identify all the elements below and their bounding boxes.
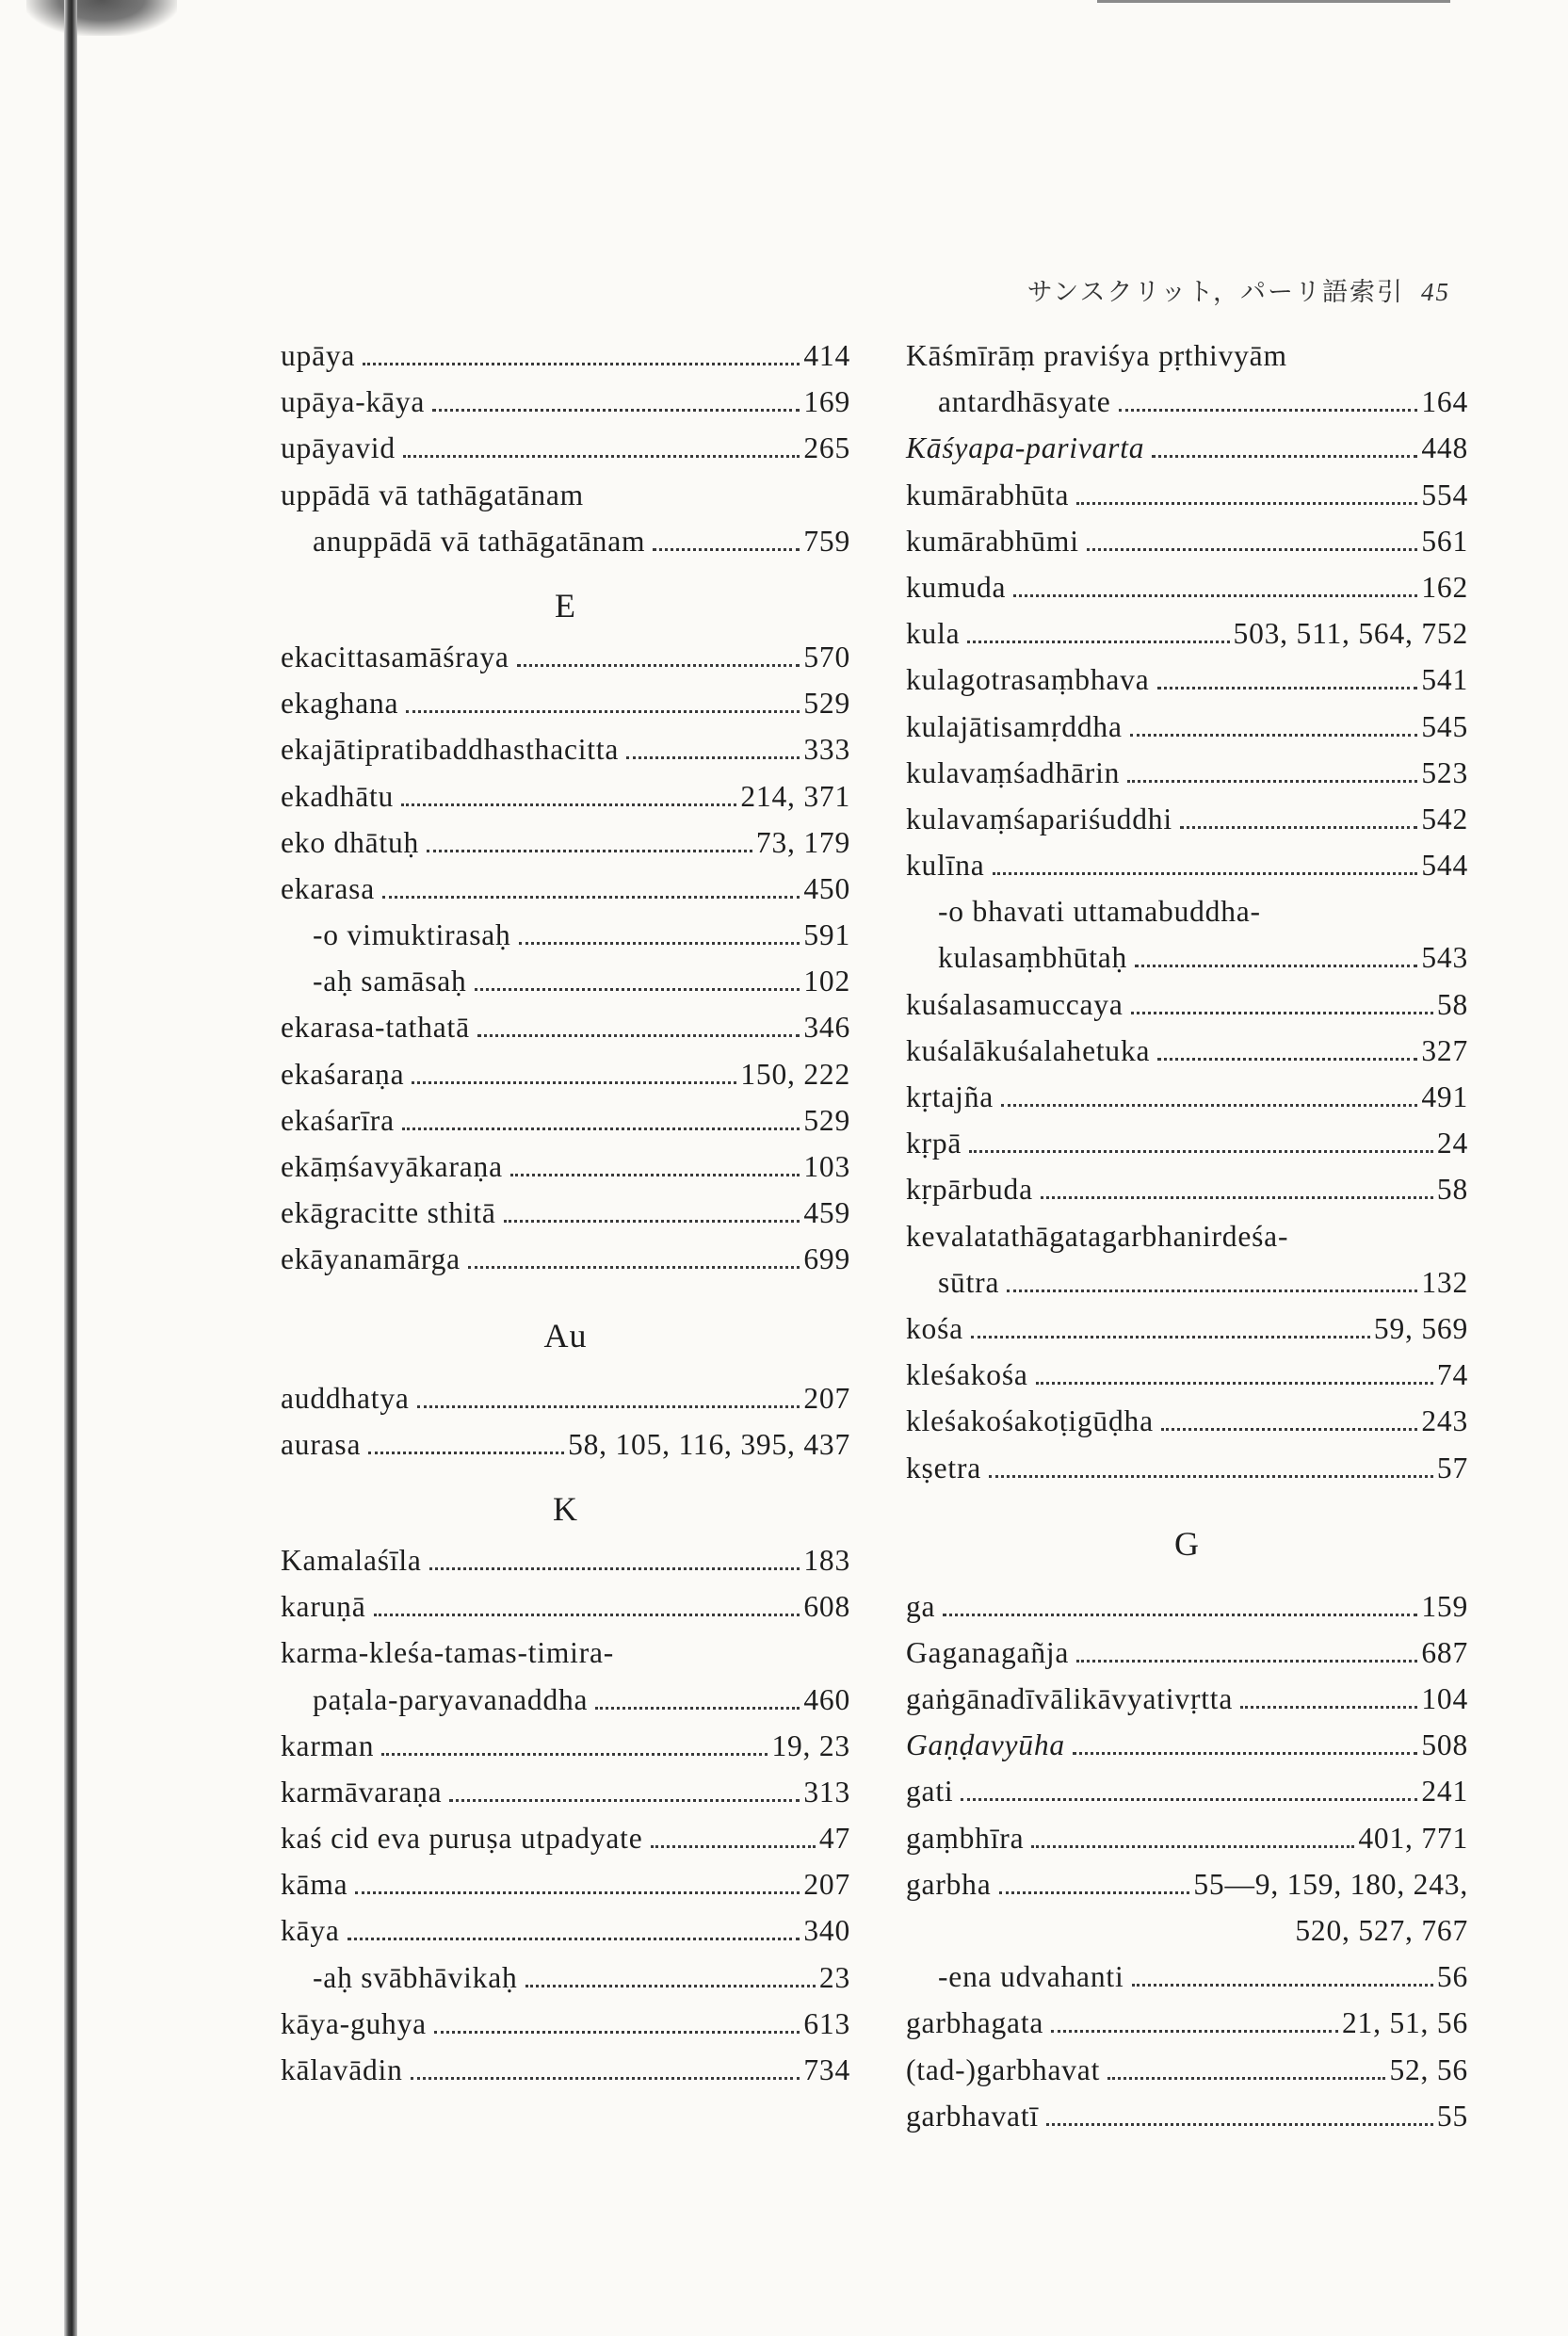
- section-letter-heading: G: [1174, 1524, 1200, 1563]
- index-entry: kāya-guhya 613: [281, 2006, 850, 2040]
- index-entry: -aḥ svābhāvikaḥ 23: [313, 1960, 850, 1994]
- binding-shadow-top: [26, 0, 177, 36]
- index-entry: kālavādin 734: [281, 2053, 850, 2086]
- index-entry: ekāṃśavyākaraṇa 103: [281, 1150, 850, 1183]
- index-entry-continuation: 520, 527, 767: [1295, 1914, 1468, 1947]
- index-entry: ekarasa 450: [281, 871, 850, 905]
- index-entry: kṛpārbuda 58: [906, 1173, 1468, 1207]
- section-letter-heading: K: [553, 1489, 578, 1528]
- index-entry: kula 503, 511, 564, 752: [906, 617, 1468, 651]
- index-entry: kośa 59, 569: [906, 1311, 1468, 1345]
- index-entry: kulasaṃbhūtaḥ 543: [938, 941, 1468, 975]
- section-letter-heading: E: [555, 586, 576, 625]
- index-entry: upāyavid 265: [281, 431, 850, 465]
- index-entry: kāya 340: [281, 1914, 850, 1948]
- index-entry: Gaganagañja 687: [906, 1635, 1468, 1669]
- index-entry: garbha 55—9, 159, 180, 243,: [906, 1867, 1468, 1901]
- index-entry: Kamalaśīla 183: [281, 1543, 850, 1577]
- index-entry: Kāśyapa-parivarta 448: [906, 431, 1468, 465]
- index-entry: ekaghana 529: [281, 687, 850, 721]
- running-header: [942, 271, 1450, 308]
- index-entry: ekacittasamāśraya 570: [281, 640, 850, 673]
- index-entry: kāma 207: [281, 1868, 850, 1902]
- index-entry: ekāyanamārga 699: [281, 1242, 850, 1276]
- index-entry: -o vimuktirasaḥ 591: [313, 918, 850, 952]
- index-entry: sūtra 132: [938, 1265, 1468, 1299]
- top-rule: [1097, 0, 1450, 3]
- index-entry: kleśakośakoṭigūḍha 243: [906, 1404, 1468, 1438]
- index-entry: ekajātipratibaddhasthacitta 333: [281, 733, 850, 767]
- index-entry: -aḥ samāsaḥ 102: [313, 965, 850, 998]
- index-entry: kuśalasamuccaya 58: [906, 987, 1468, 1021]
- index-entry: karuṇā 608: [281, 1590, 850, 1624]
- index-entry: kuśalākuśalahetuka 327: [906, 1033, 1468, 1067]
- index-entry: upāya 414: [281, 339, 850, 372]
- index-entry: kṛpā 24: [906, 1127, 1468, 1160]
- index-entry: Kāśmīrāṃ praviśya pṛthivyām: [906, 339, 1287, 372]
- index-entry: kumārabhūta 554: [906, 478, 1468, 511]
- index-entry: auddhatya 207: [281, 1381, 850, 1415]
- index-column-right: [906, 339, 1468, 2146]
- index-entry: kṛtajña 491: [906, 1080, 1468, 1113]
- index-entry: kṣetra 57: [906, 1451, 1468, 1484]
- index-entry: ekāgracitte sthitā 459: [281, 1196, 850, 1230]
- index-entry: kumuda 162: [906, 570, 1468, 604]
- index-entry: kumārabhūmi 561: [906, 524, 1468, 558]
- index-entry: aurasa 58, 105, 116, 395, 437: [281, 1427, 850, 1461]
- index-entry: kulavaṃśapariśuddhi 542: [906, 802, 1468, 835]
- index-entry: kevalatathāgatagarbhanirdeśa-: [906, 1219, 1289, 1253]
- index-entry: garbhavatī 55: [906, 2099, 1468, 2133]
- index-column-left: [281, 339, 850, 2100]
- index-entry: antardhāsyate 164: [938, 385, 1468, 419]
- index-entry: gaṃbhīra 401, 771: [906, 1821, 1468, 1855]
- index-entry: ekarasa-tathatā 346: [281, 1011, 850, 1045]
- index-entry: upāya-kāya 169: [281, 385, 850, 419]
- index-entry: ekaśaraṇa 150, 222: [281, 1057, 850, 1091]
- index-entry: eko dhātuḥ 73, 179: [281, 825, 850, 859]
- index-entry: anuppādā vā tathāgatānam 759: [313, 524, 850, 558]
- header-title: サンスクリット，パーリ語索引: [1026, 278, 1404, 306]
- index-entry: gaṅgānadīvālikāvyativṛtta 104: [906, 1682, 1468, 1716]
- index-entry: karma-kleśa-tamas-timira-: [281, 1636, 615, 1670]
- index-entry: kleśakośa 74: [906, 1358, 1468, 1392]
- index-entry: ga 159: [906, 1589, 1468, 1623]
- index-entry: Gaṇḍavyūha 508: [906, 1728, 1468, 1762]
- section-letter-heading: Au: [543, 1316, 588, 1355]
- index-entry: ekadhātu 214, 371: [281, 779, 850, 813]
- index-entry: gati 241: [906, 1775, 1468, 1809]
- page-number: 45: [1421, 278, 1450, 306]
- index-entry: -o bhavati uttamabuddha-: [938, 895, 1261, 929]
- index-entry: paṭala-paryavanaddha 460: [313, 1682, 850, 1716]
- index-entry: ekaśarīra 529: [281, 1103, 850, 1137]
- index-entry: kulīna 544: [906, 849, 1468, 883]
- index-entry: garbhagata 21, 51, 56: [906, 2006, 1468, 2040]
- index-entry: uppādā vā tathāgatānam: [281, 478, 584, 511]
- index-entry: karmāvaraṇa 313: [281, 1775, 850, 1809]
- index-entry: kulavaṃśadhārin 523: [906, 755, 1468, 789]
- page-binding-edge: [64, 0, 77, 2336]
- index-entry: kaś cid eva puruṣa utpadyate 47: [281, 1822, 850, 1856]
- index-entry: karman 19, 23: [281, 1728, 850, 1762]
- index-entry: kulagotrasaṃbhava 541: [906, 663, 1468, 697]
- index-entry: kulajātisamṛddha 545: [906, 709, 1468, 743]
- index-entry: -ena udvahanti 56: [938, 1960, 1468, 1994]
- index-entry: (tad-)garbhavat 52, 56: [906, 2052, 1468, 2086]
